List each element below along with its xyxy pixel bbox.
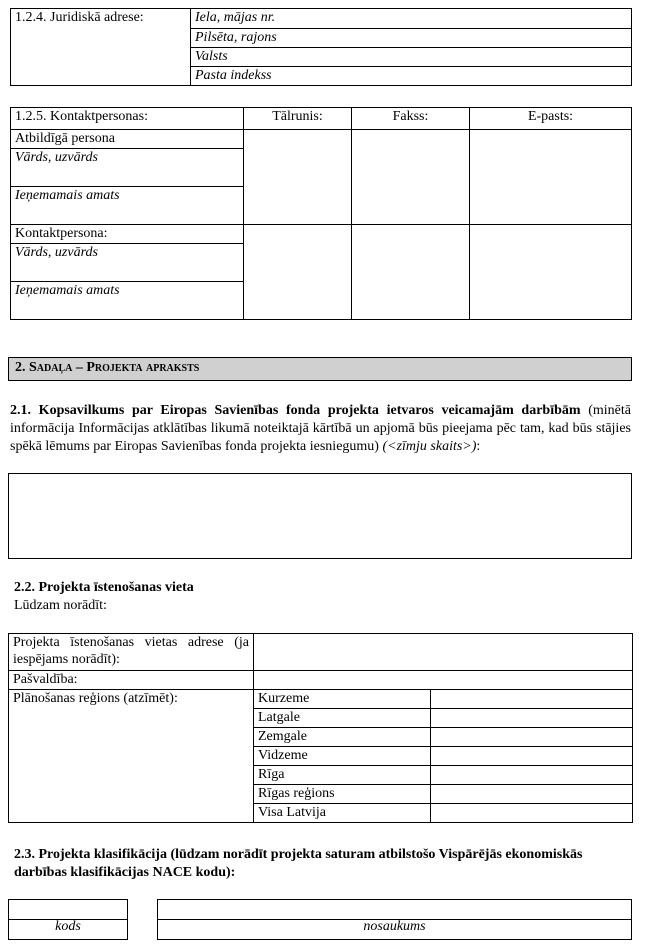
- region-kurzeme: Kurzeme: [254, 690, 431, 709]
- summary-colon: :: [476, 439, 481, 454]
- section-2-title: Sadaļa – Projekta apraksts: [29, 360, 200, 375]
- responsible-person-label: Atbildīgā persona: [11, 130, 244, 149]
- region-zemgale-check[interactable]: [431, 728, 633, 747]
- region-vidzeme-check[interactable]: [431, 747, 633, 766]
- region-riga-check[interactable]: [431, 766, 633, 785]
- region-zemgale: Zemgale: [254, 728, 431, 747]
- region-all-latvia-check[interactable]: [431, 804, 633, 823]
- legal-address-label: 1.2.4. Juridiskā adrese:: [11, 9, 191, 86]
- contact-name-field[interactable]: Vārds, uzvārds: [11, 244, 244, 282]
- region-riga-region: Rīgas reģions: [254, 785, 431, 804]
- city-field[interactable]: Pilsēta, rajons: [191, 29, 632, 48]
- contact-phone-cell[interactable]: [244, 225, 352, 320]
- classification-title: 2.3. Projekta klasifikācija (lūdzam norādīt projekta saturam atbilstošo Vispārējās ekonomiskās darbības klasifikācijas NACE kodu):: [14, 847, 583, 880]
- responsible-position-field[interactable]: Ieņemamais amats: [11, 187, 244, 225]
- legal-address-table: [10, 8, 632, 86]
- region-latgale: Latgale: [254, 709, 431, 728]
- responsible-phone-cell[interactable]: [244, 130, 352, 225]
- summary-note: (minētā informācija Informācijas atklātības likumā noteiktajā kārtībā un apjomā būs pieejama pēc tam, kad būs stājies spēkā lēmums par Eiropas Savienības fonda projekta iesniegumu): [10, 403, 631, 454]
- location-address-label: Projekta īstenošanas vietas adrese (ja iespējams norādīt):: [9, 634, 254, 671]
- location-subtitle: Lūdzam norādīt:: [14, 598, 107, 613]
- region-vidzeme: Vidzeme: [254, 747, 431, 766]
- municipality-value[interactable]: [254, 671, 633, 690]
- char-count-note: (<zīmju skaits>): [382, 439, 477, 454]
- contact-email-cell[interactable]: [470, 225, 632, 320]
- region-kurzeme-check[interactable]: [431, 690, 633, 709]
- region-riga: Rīga: [254, 766, 431, 785]
- summary-title: 2.1. Kopsavilkums par Eiropas Savienības fonda projekta ietvaros veicamajām darbībām: [10, 403, 581, 418]
- summary-text-box[interactable]: [8, 473, 632, 559]
- section-2-number: 2.: [15, 360, 26, 375]
- municipality-label: Pašvaldība:: [9, 671, 254, 690]
- street-field[interactable]: Iela, mājas nr.: [191, 9, 632, 29]
- responsible-name-field[interactable]: Vārds, uzvārds: [11, 149, 244, 187]
- nace-code-label-cell: [8, 919, 128, 940]
- region-all-latvia: Visa Latvija: [254, 804, 431, 823]
- country-field[interactable]: Valsts: [191, 48, 632, 67]
- region-latgale-check[interactable]: [431, 709, 633, 728]
- location-title: 2.2. Projekta īstenošanas vieta: [14, 580, 194, 595]
- responsible-fax-cell[interactable]: [352, 130, 470, 225]
- code-label: kods: [55, 919, 81, 934]
- region-riga-region-check[interactable]: [431, 785, 633, 804]
- section-2-header: [8, 357, 632, 381]
- location-address-value[interactable]: [254, 634, 633, 671]
- email-col-header: E-pasts:: [470, 108, 632, 130]
- postal-code-field[interactable]: Pasta indekss: [191, 67, 632, 86]
- phone-col-header: Tālrunis:: [244, 108, 352, 130]
- contacts-label: 1.2.5. Kontaktpersonas:: [11, 108, 244, 130]
- nace-name-label-cell: [157, 919, 632, 940]
- region-label: Plānošanas reģions (atzīmēt):: [9, 690, 254, 823]
- name-label: nosaukums: [363, 919, 426, 934]
- nace-name-input[interactable]: [157, 899, 632, 920]
- contact-fax-cell[interactable]: [352, 225, 470, 320]
- nace-code-input[interactable]: [8, 899, 128, 920]
- contact-position-field[interactable]: Ieņemamais amats: [11, 282, 244, 320]
- fax-col-header: Fakss:: [352, 108, 470, 130]
- responsible-email-cell[interactable]: [470, 130, 632, 225]
- contacts-table: [10, 107, 632, 320]
- location-table: [8, 633, 633, 823]
- summary-instructions: [10, 402, 631, 456]
- contact-person-label: Kontaktpersona:: [11, 225, 244, 244]
